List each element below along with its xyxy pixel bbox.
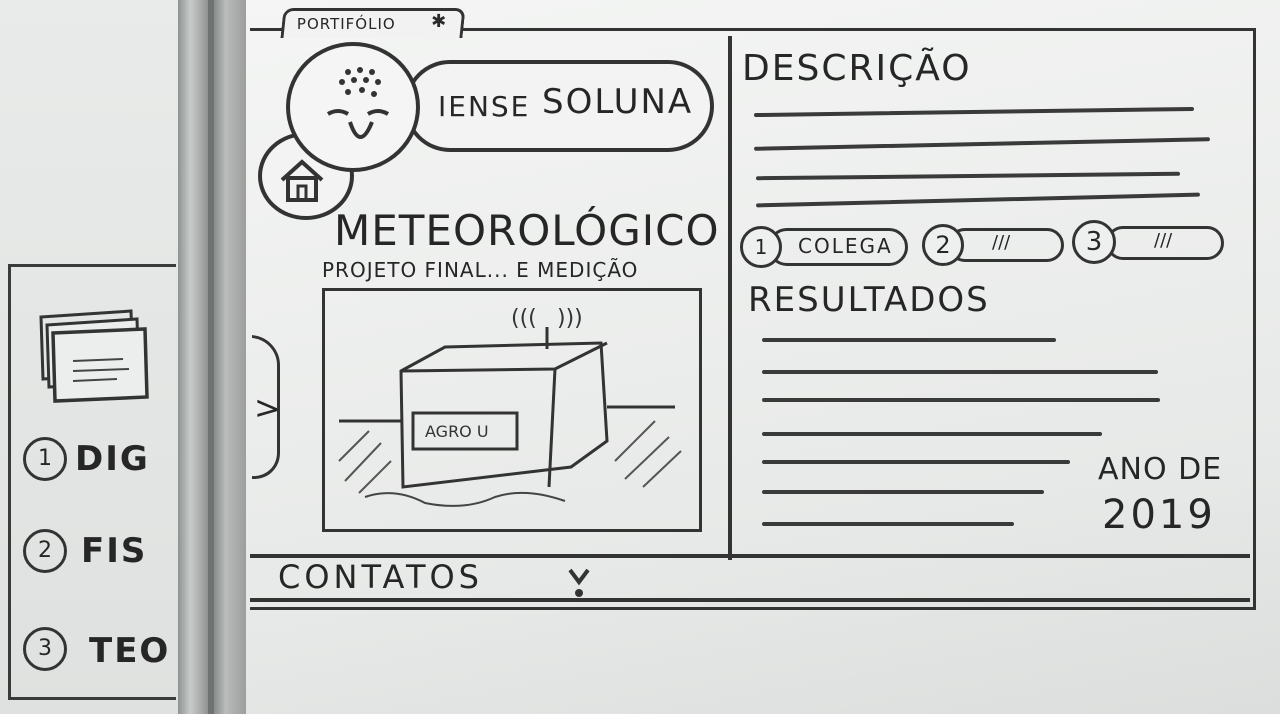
weather-station-sketch: [325, 291, 699, 529]
side-menu-item-teo[interactable]: [23, 627, 173, 677]
member-number: 1: [740, 226, 782, 268]
year-label: ANO DE: [1098, 452, 1223, 487]
side-menu-item-number: 3: [23, 627, 67, 671]
results-line: [762, 522, 1014, 526]
results-line: [762, 490, 1044, 494]
whiteboard-frame: [178, 0, 246, 714]
side-menu-item-dig[interactable]: [23, 437, 173, 487]
side-menu-item-label: DIG: [75, 439, 150, 479]
column-divider: [728, 36, 732, 560]
member-number: 3: [1072, 220, 1116, 264]
star-icon: ✱: [431, 11, 447, 32]
avatar: [286, 42, 420, 172]
member-chip-1[interactable]: [740, 224, 910, 268]
carousel-prev-arrow[interactable]: [252, 335, 280, 481]
results-line: [762, 370, 1158, 374]
description-heading: DESCRIÇÃO: [742, 48, 972, 89]
footer-underline: [250, 598, 1250, 602]
results-line: [762, 398, 1160, 402]
side-menu-item-number: 1: [23, 437, 67, 481]
name-pill: [404, 60, 714, 152]
results-line: [762, 338, 1056, 342]
contacts-label[interactable]: CONTATOS: [278, 558, 483, 596]
member-label: ///: [992, 232, 1011, 253]
svg-text:))): ))): [557, 306, 583, 331]
results-line: [762, 432, 1102, 436]
project-image: [322, 288, 702, 532]
project-title: METEOROLÓGICO: [334, 206, 720, 255]
name-last: SOLUNA: [542, 82, 694, 122]
side-menu-item-label: FIS: [81, 531, 148, 571]
home-icon: [276, 158, 328, 204]
side-menu-item-label: TEO: [89, 631, 171, 671]
member-chip-3[interactable]: [1072, 220, 1226, 264]
results-heading: RESULTADOS: [748, 280, 990, 320]
portfolio-tab[interactable]: [280, 8, 465, 38]
smiley-face-icon: [312, 64, 402, 154]
carousel-arrow-icon: >: [254, 388, 281, 429]
chevron-down-icon: [566, 564, 592, 600]
side-menu-item-number: 2: [23, 529, 67, 573]
name-first: IENSE: [438, 90, 531, 123]
results-line: [762, 460, 1070, 464]
member-label: ///: [1154, 230, 1173, 251]
member-number: 2: [922, 224, 964, 266]
portfolio-tab-label: PORTIFÓLIO: [296, 15, 396, 33]
device-label: AGRO U: [425, 422, 489, 441]
folders-icon: [33, 303, 157, 403]
member-chip-2[interactable]: [922, 222, 1066, 266]
svg-text:(((: (((: [511, 306, 537, 331]
side-menu-item-fis[interactable]: [23, 529, 173, 579]
project-subtitle: PROJETO FINAL... E MEDIÇÃO: [322, 258, 639, 282]
side-menu: [8, 264, 176, 700]
year-value: 2019: [1102, 492, 1216, 538]
member-label: COLEGA: [798, 234, 893, 258]
